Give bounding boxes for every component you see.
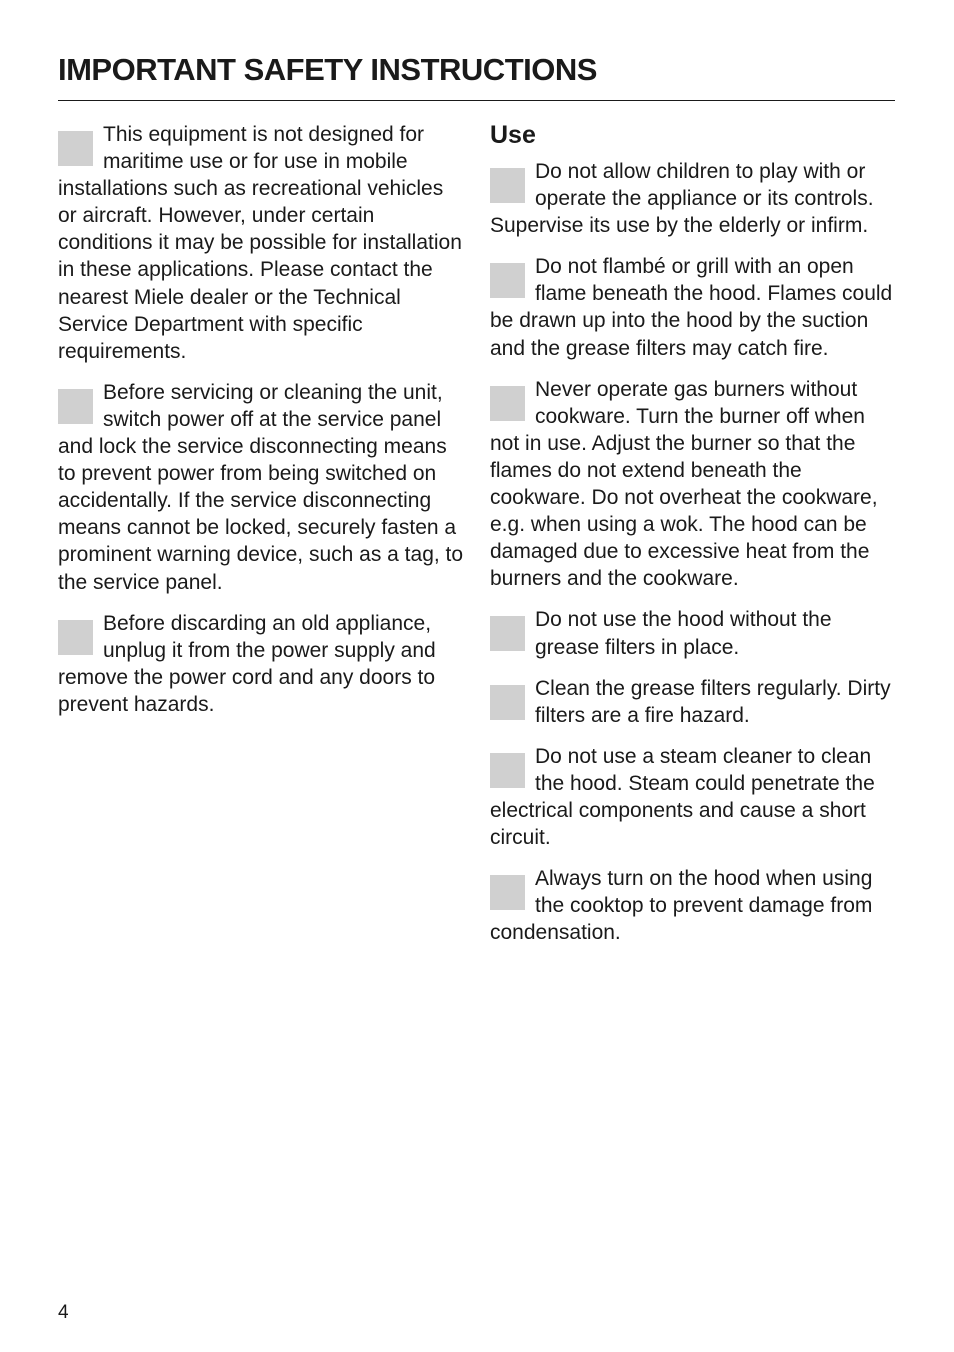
section-heading-use: Use [490, 121, 536, 149]
safety-item: Do not allow children to play with or operate the appliance or its controls. Supervise its use by the elderly or infirm. [490, 158, 898, 239]
safety-item: Always turn on the hood when using the cooktop to prevent damage from condensation. [490, 865, 898, 946]
safety-item: Do not flambé or grill with an open flame beneath the hood. Flames could be drawn up into the hood by the suction and the grease filters may catch fire. [490, 253, 898, 361]
page-title: IMPORTANT SAFETY INSTRUCTIONS [58, 52, 597, 87]
safety-item: Clean the grease filters regularly. Dirty filters are a fire hazard. [490, 675, 898, 729]
safety-item: This equipment is not designed for maritime use or for use in mobile installations such as recreational vehicles or aircraft. However, under certain conditions it may be possible for installation in these applications. Please contact the nearest Miele dealer or the Technical Service Department with specific requirements. [58, 121, 466, 365]
safety-item: Before servicing or cleaning the unit, switch power off at the service panel and lock the service disconnecting means to prevent power from being switched on accidentally. If the service disconnecting means cannot be locked, securely fasten a prominent warning device, such as a tag, to the service panel. [58, 379, 466, 596]
safety-item: Do not use the hood without the grease filters in place. [490, 606, 898, 660]
title-divider [58, 100, 895, 101]
safety-item: Never operate gas burners without cookware. Turn the burner off when not in use. Adjust the burner so that the flames do not extend beneath the cookware. Do not overheat the cookware, e.g. when using a wok. The hood can be damaged due to excessive heat from the burners and the cookware. [490, 376, 898, 593]
safety-item: Do not use a steam cleaner to clean the hood. Steam could penetrate the electrical components and cause a short circuit. [490, 743, 898, 851]
page-number: 4 [58, 1302, 69, 1323]
right-column [490, 119, 898, 960]
left-column [58, 121, 466, 732]
safety-item: Before discarding an old appliance, unplug it from the power supply and remove the power cord and any doors to prevent hazards. [58, 610, 466, 718]
